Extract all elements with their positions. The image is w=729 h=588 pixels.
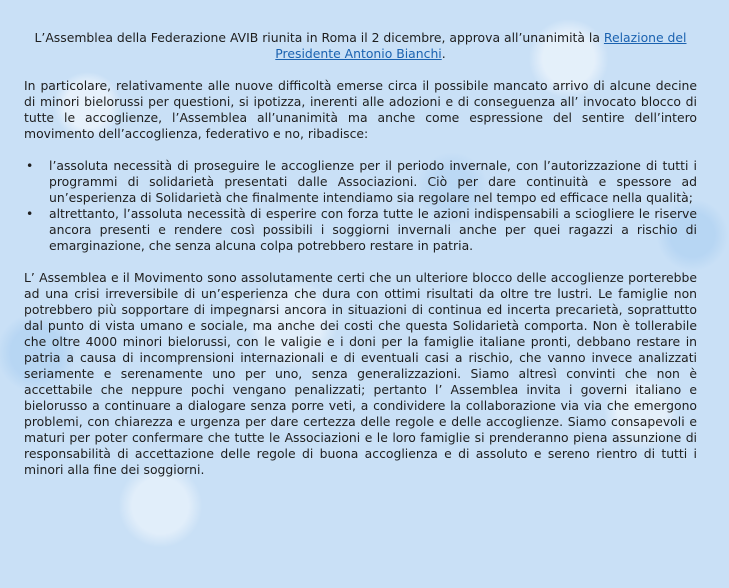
president-report-link[interactable]: Relazione del Presidente Antonio Bianchi <box>275 30 687 61</box>
spacer <box>24 254 697 270</box>
resolution-paragraph: In particolare, relativamente alle nuove difficoltà emerse circa il possibile mancato arrivo di alcune decine di minori bielorussi per questioni, si ipotizza, inerenti alle adozioni e di conseguenza all’ invocato blocco di tutte le accoglienze, l’Assemblea all’unanimità ma anche come espressione del sentire dell’intero movimento dell’accoglienza, federativo e no, ribadisce: <box>24 78 697 141</box>
bullet-icon: • <box>26 158 34 173</box>
spacer <box>24 142 697 158</box>
resolution-points-list <box>24 158 697 254</box>
document-body <box>24 30 697 478</box>
assembly-statement-paragraph: L’ Assemblea e il Movimento sono assolutamente certi che un ulteriore blocco delle accoglienze porterebbe ad una crisi irreversibile di un’esperienza che dura con ottimi risultati da oltre tre lustri. Le famiglie non potrebbero più sopportare di impegnarsi ancora in situazioni di continua ed incerta precarietà, soprattutto dal punto di vista umano e sociale, ma anche dei costi che questa Solidarietà comporta. Non è tollerabile che oltre 4000 minori bielorussi, con le valigie e i doni per la famiglie italiane pronti, debbano restare in patria a causa di incomprensioni internazionali e di eventuali casi a rischio, che vanno invece analizzati seriamente e serenamente uno per uno, senza generalizzazioni. Siamo altresì convinti che non è accettabile che neppure pochi vengano penalizzati; pertanto l’ Assemblea invita i governi italiano e bielorusso a continuare a dialogare senza porre veti, a condividere la collaborazione via via che emergono problemi, con chiarezza e urgenza per dare certezza delle regole e delle accoglienze. Siamo consapevoli e maturi per poter confermare che tutte le Associazioni e le loro famiglie si prenderanno piena assunzione di responsabilità di accettazione delle regole di buona accoglienza e di assoluto e sereno rientro di tutti i minori alla fine dei soggiorni. <box>24 270 697 477</box>
list-item-text: altrettanto, l’assoluta necessità di esperire con forza tutte le azioni indispensabili a sciogliere le riserve ancora presenti e rendere così possibili i soggiorni invernali anche per quei ragazzi a rischio di emarginazione, che senza alcuna colpa potrebbero restare in patria. <box>49 206 697 253</box>
intro-text-end: . <box>441 46 446 61</box>
bullet-icon: • <box>26 206 34 221</box>
spacer <box>24 62 697 78</box>
list-item <box>24 158 697 206</box>
list-item-text: l’assoluta necessità di proseguire le accoglienze per il periodo invernale, con l’autorizzazione di tutti i programmi di solidarietà presentati dalle Associazioni. Ciò per dare continuità e spessore ad un’esperienza di Solidarietà che finalmente intendiamo sia regolare nel tempo ed efficace nella qualità; <box>49 158 697 205</box>
intro-paragraph <box>24 30 697 62</box>
intro-text: L’Assemblea della Federazione AVIB riunita in Roma il 2 dicembre, approva all’unanimità la <box>34 30 600 45</box>
list-item <box>24 206 697 254</box>
